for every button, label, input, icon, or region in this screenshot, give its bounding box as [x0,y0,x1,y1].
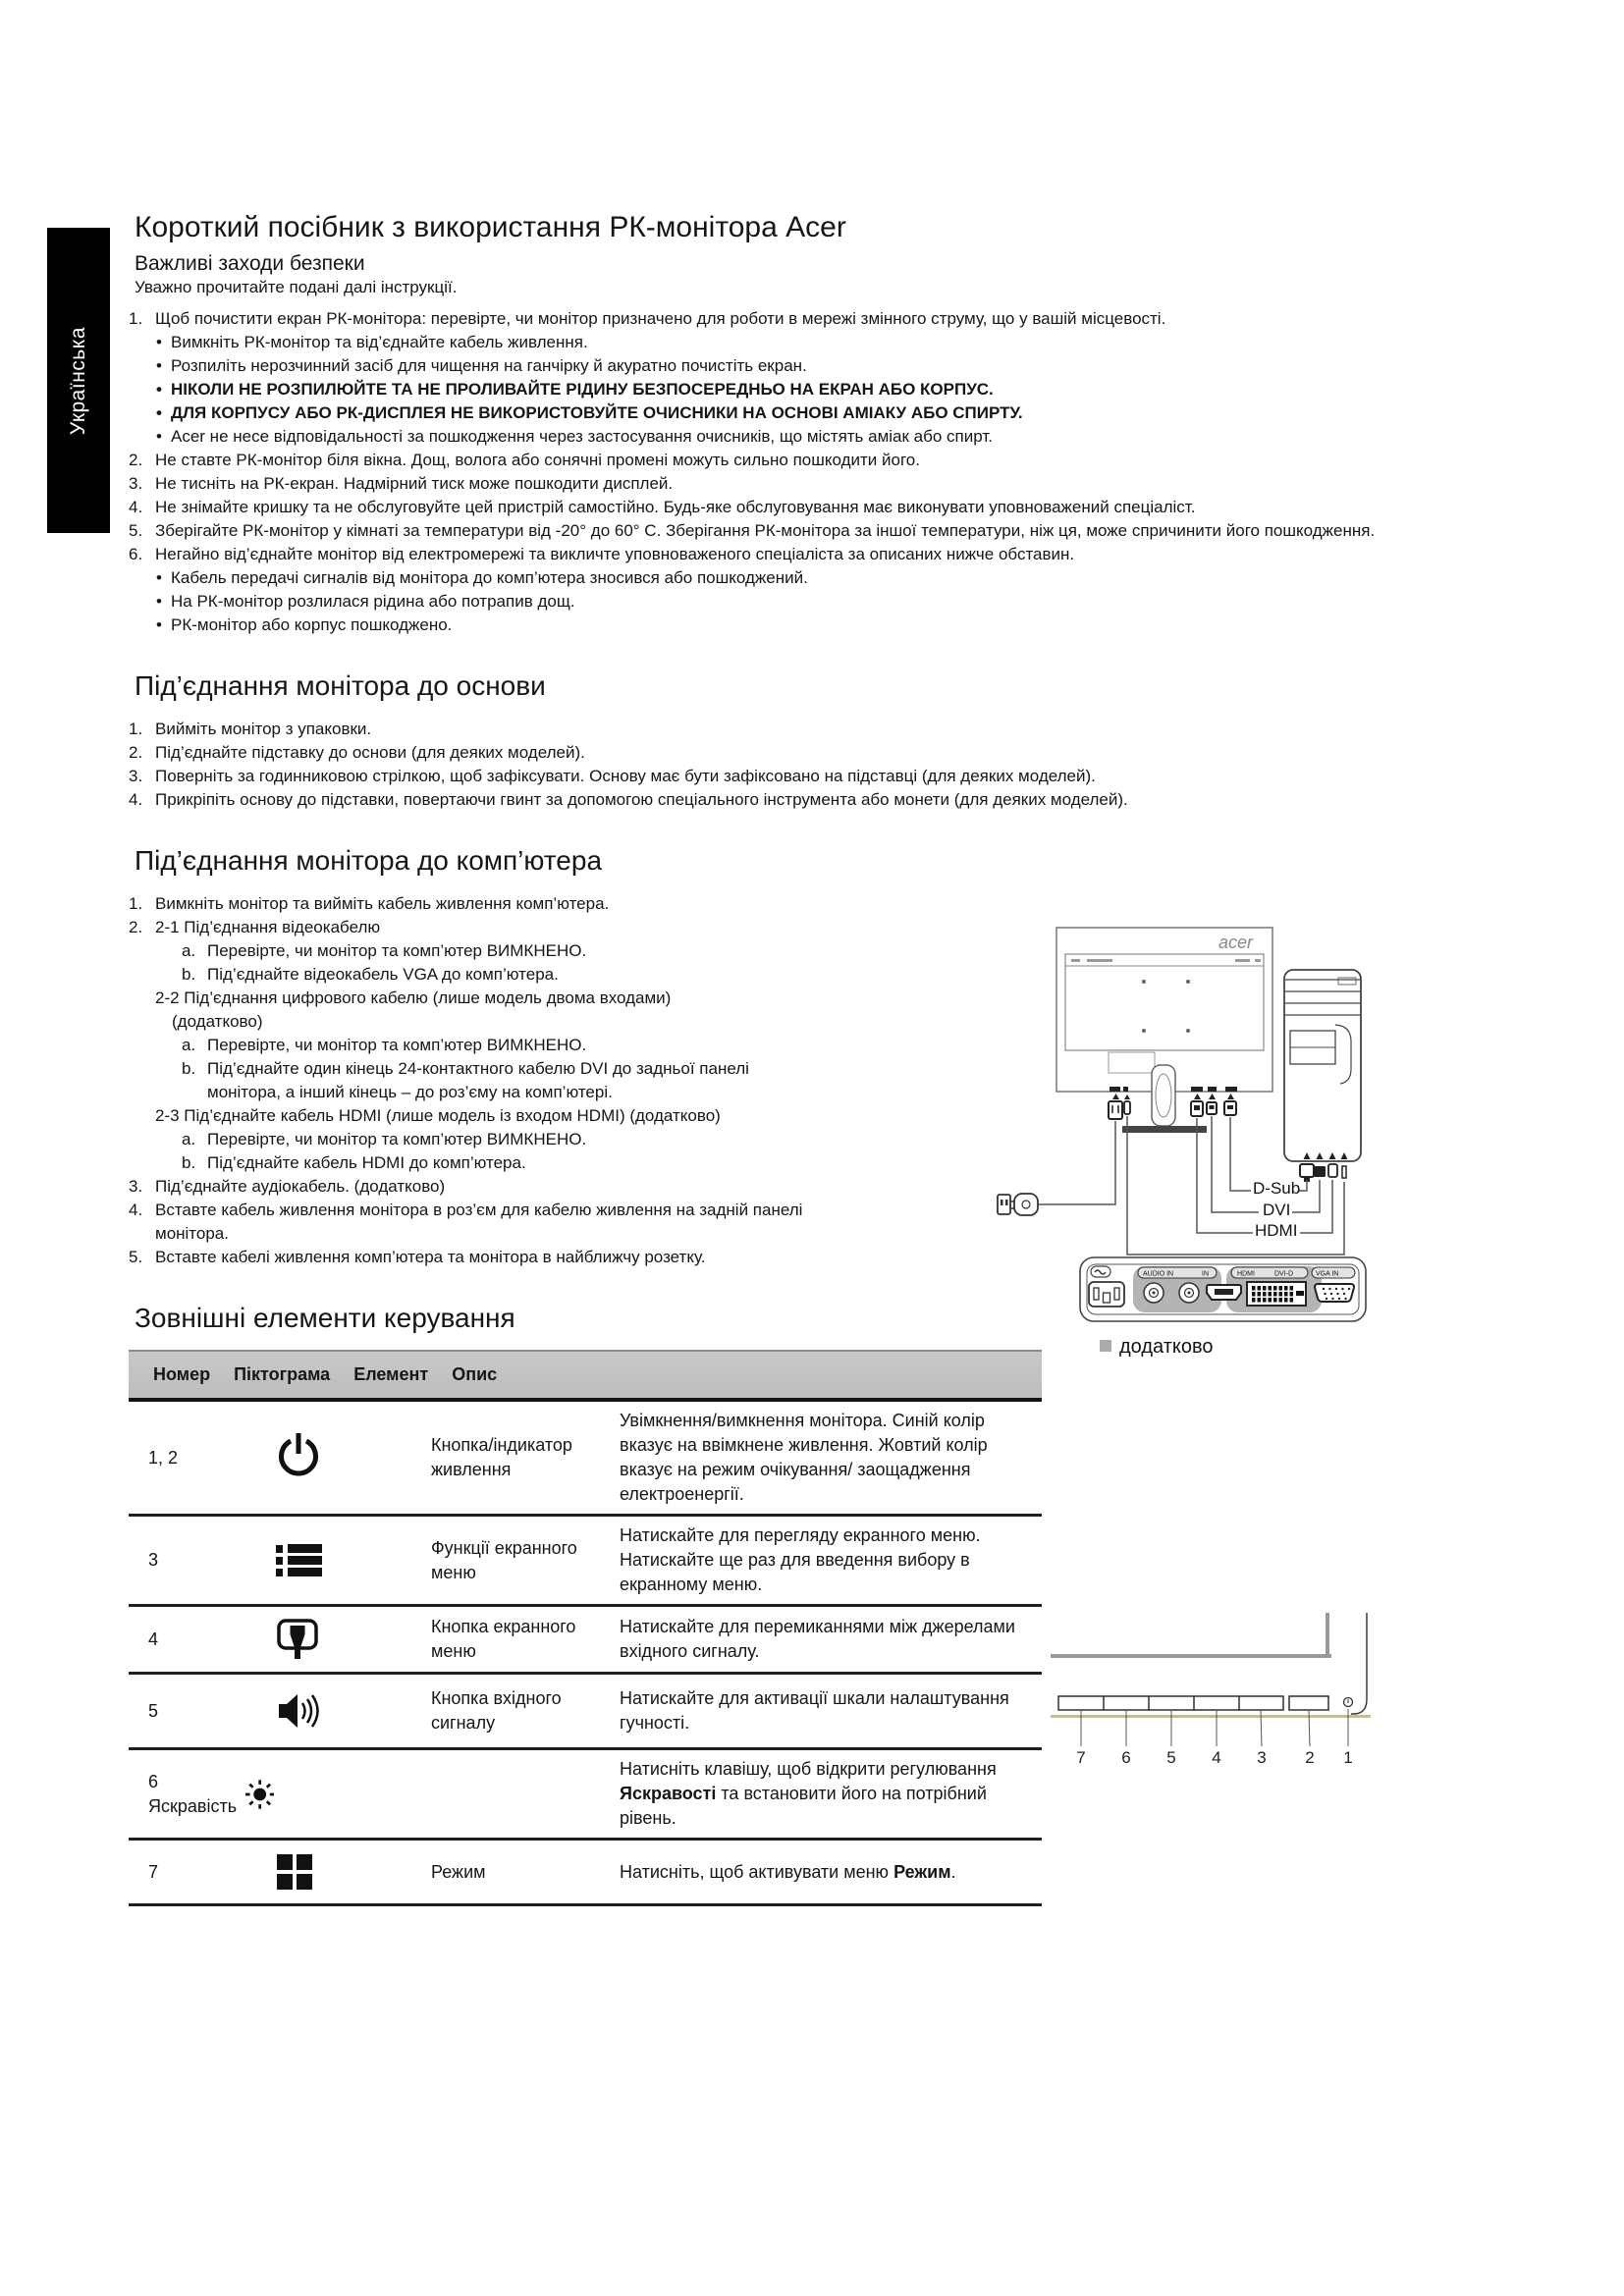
list-item: • Вимкніть РК-монітор та від’єднайте кабель живлення. [156,333,588,351]
controls-table [129,1350,1042,1906]
sub-step: a. Перевірте, чи монітор та комп’ютер ВИМКНЕНО. [182,1036,587,1054]
list-item: 2. 2-1 Під’єднання відеокабелю a. Перевірте, чи монітор та комп’ютер ВИМКНЕНО. b. Під’єднайте відеокабель VGA до комп’ютера. 2-2 Під’єднання цифрового кабелю (лише модель двома входами) (додатково) a. Перевірте, чи монітор та комп’ютер ВИМКНЕНО. b. Під’єднайте один кінець 24-контактного кабелю DVI до задньої панелі монітора, а інший кінець – до роз’єму на комп’ютері. 2-3 Під’єднайте кабель HDMI (лише модель із входом HDMI) (додатково) a. Перевірте, чи монітор та комп’ютер ВИМКНЕНО. b. Під’єднайте кабель HDMI до комп’ютера. [129,916,806,1175]
language-tab-label: Українська [67,326,89,435]
col-header-element: Елемент [353,1364,429,1384]
bezel-buttons-diagram [1021,1556,1624,1782]
audio-jack [1179,1283,1199,1303]
optional-legend-swatch [1100,1340,1111,1352]
page-title: Короткий посібник з використання РК-монітора Acer [135,211,846,243]
table-row: 1, 2 Кнопка/індикатор живлення Увімкнення/вимкнення монітора. Синій колір вказує на ввімкнене живлення. Жовтий колір вказує на режим очікування/ заощадження електроенергії. [129,1402,1042,1517]
input-source-icon [276,1618,321,1661]
list-item: 3. Поверніть за годинниковою стрілкою, щоб зафіксувати. Основу має бути зафіксовано на підставці (для деяких моделей). [129,767,1096,785]
button-number: 6 [1121,1748,1131,1767]
button-number: 2 [1305,1748,1315,1767]
sub-step: a. Перевірте, чи монітор та комп’ютер ВИМКНЕНО. [182,941,587,960]
table-row: 7 Режим Натисніть, щоб активувати меню Режим. [129,1841,1042,1906]
list-item: 4. Прикріпіть основу до підставки, повертаючи гвинт за допомогою спеціального інструмента або монети (для деяких моделей). [129,790,1128,809]
button-number: 4 [1212,1748,1221,1767]
safety-list [129,307,1495,637]
vga-port [1315,1284,1354,1302]
connection-diagram [990,921,1624,1372]
list-item: 1. Вимкніть монітор та вийміть кабель живлення комп’ютера. [129,894,610,913]
button-number: 5 [1166,1748,1176,1767]
list-item: 3. Не тисніть на РК-екран. Надмірний тиск може пошкодити дисплей. [129,474,674,493]
button-number: 1 [1343,1748,1353,1767]
safety-heading: Важливі заходи безпеки [135,252,365,275]
audio-jack [1144,1283,1164,1303]
power-cable [1039,1121,1115,1204]
hdmi-port-label: HDMI [1237,1270,1255,1278]
col-header-pictogram: Піктограма [234,1364,331,1384]
list-item: • На РК-монітор розлилася рідина або потрапив дощ. [156,592,575,611]
button-number: 7 [1076,1748,1086,1767]
sub-step: b. Під’єднайте один кінець 24-контактного кабелю DVI до задньої панелі монітора, а інший кінець – до роз’єму на комп’ютері. [182,1059,749,1101]
hdmi-label: HDMI [1255,1221,1298,1240]
list-item: 1. Щоб почистити екран РК-монітора: перевірте, чи монітор призначено для роботи в мережі змінного струму, що у вашій місцевості. [129,309,1166,328]
power-plug [1109,1101,1122,1119]
list-item: • Розпиліть нерозчинний засіб для чищення на ганчірку й акуратно почистіть екран. [156,356,807,375]
sub-step-title-cont: (додатково) [172,1012,263,1031]
dvi-port [1247,1282,1306,1306]
sub-step: a. Перевірте, чи монітор та комп’ютер ВИМКНЕНО. [182,1130,587,1148]
bezel-buttons [1058,1696,1328,1710]
computer-section-heading: Під’єднання монітора до комп’ютера [135,845,603,876]
list-item: • РК-монітор або корпус пошкоджено. [156,615,453,634]
button-number: 3 [1257,1748,1267,1767]
list-item: • ДЛЯ КОРПУСУ АБО РК-ДИСПЛЕЯ НЕ ВИКОРИСТОВУЙТЕ ОЧИСНИКИ НА ОСНОВІ АМІАКУ АБО СПИРТУ. [156,403,1023,422]
dvi-label: DVI [1263,1201,1291,1219]
controls-section-heading: Зовнішні елементи керування [135,1303,515,1333]
dsub-label: D-Sub [1253,1179,1301,1198]
audio-plug [1124,1101,1130,1114]
list-item: 4. Не знімайте кришку та не обслуговуйте цей пристрій самостійно. Будь-яке обслуговування має виконувати уповноважений спеціаліст. [129,498,1196,516]
language-tab [47,228,110,533]
controls-table-header [129,1350,1042,1402]
osd-functions-icon [276,1543,323,1577]
volume-icon [276,1690,323,1732]
list-item: 2. Не ставте РК-монітор біля вікна. Дощ, волога або сонячні промені можуть сильно пошкодити його. [129,451,920,469]
list-item: • Acer не несе відповідальності за пошкодження через застосування очисників, що містять аміак або спирт. [156,427,993,446]
list-item: 5. Зберігайте РК-монітор у кімнаті за температури від -20° до 60° C. Зберігання РК-монітора за іншої температури, ніж ця, може спричинити його пошкодження. [129,521,1376,540]
list-item: 5. Вставте кабелі живлення комп’ютера та монітора в найближчу розетку. [129,1248,706,1266]
hdmi-port [1207,1285,1241,1300]
list-item: 6. Негайно від’єднайте монітор від електромережі та викличте уповноваженого спеціаліста за описаних нижче обставин. [129,545,1075,563]
list-item: • НІКОЛИ НЕ РОЗПИЛЮЙТЕ ТА НЕ ПРОЛИВАЙТЕ РІДИНУ БЕЗПОСЕРЕДНЬО НА ЕКРАН АБО КОРПУС. [156,380,994,399]
vga-port-label: VGA IN [1316,1270,1339,1278]
computer-tower [1284,970,1361,1161]
computer-section-list [129,892,806,1269]
monitor-base [1122,1126,1207,1133]
col-header-number: Номер [153,1364,211,1384]
sub-step: b. Під’єднайте кабель HDMI до комп’ютера. [182,1153,526,1172]
list-item: 1. Вийміть монітор з упаковки. [129,720,372,738]
col-header-description: Опис [452,1364,498,1384]
audio-in2-label: IN [1202,1270,1209,1278]
list-item: • Кабель передачі сигналів від монітора до комп’ютера зносився або пошкоджений. [156,568,808,587]
table-row: 6 Яскравість Натисніть клавішу, щоб відкрити регулювання Яскравості та встановити його на потрібний рівень. [129,1750,1042,1841]
sub-step-title: 2-1 Під’єднання відеокабелю [155,918,381,936]
list-item: 2. Під’єднайте підставку до основи (для деяких моделей). [129,743,585,762]
base-section-heading: Під’єднання монітора до основи [135,670,546,701]
bezel-bottom-strip [1051,1715,1371,1718]
list-item: 4. Вставте кабель живлення монітора в роз’єм для кабелю живлення на задній панелі монітора. [129,1201,803,1243]
power-icon [276,1432,321,1483]
table-row: 5 Кнопка вхідного сигналу Натискайте для активації шкали налаштування гучності. [129,1675,1042,1750]
base-section-list [129,718,1495,812]
list-item: 3. Під’єднайте аудіокабель. (додатково) [129,1177,446,1196]
dvi-port-label: DVI-D [1274,1270,1294,1278]
safety-intro: Уважно прочитайте подані далі інструкції. [135,278,458,296]
acer-logo: acer [1218,933,1254,952]
sub-step: b. Під’єднайте відеокабель VGA до комп’ютера. [182,965,559,984]
wall-socket [998,1195,1010,1214]
sub-step-title: 2-2 Під’єднання цифрового кабелю (лише модель двома входами) [155,988,672,1007]
brightness-icon [245,1779,274,1810]
ac-plug [1014,1194,1038,1215]
table-row: 4 Кнопка екранного меню Натискайте для перемиканнями між джерелами вхідного сигналу. [129,1607,1042,1675]
audio-in-label: AUDIO IN [1143,1270,1174,1278]
sub-step-title: 2-3 Під’єднайте кабель HDMI (лише модель із входом HDMI) (додатково) [155,1106,721,1125]
table-row: 3 Функції екранного меню Натискайте для перегляду екранного меню. Натискайте ще раз для введення вибору в екранному меню. [129,1517,1042,1607]
mode-icon [276,1853,313,1891]
optional-legend-label: додатково [1119,1336,1214,1358]
